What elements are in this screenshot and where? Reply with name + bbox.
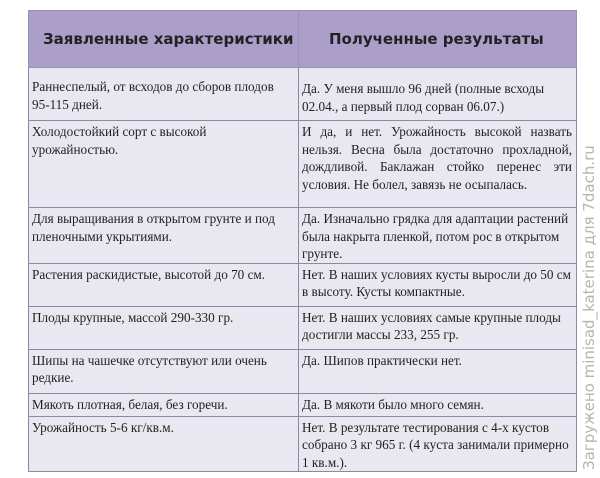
result-cell: Да. Шипов практически нет.	[299, 349, 577, 393]
table-row	[29, 349, 577, 393]
claimed-cell: Для выращивания в открытом грунте и под пленочными укрытиями.	[29, 208, 299, 264]
claimed-cell: Мякоть плотная, белая, без горечи.	[29, 393, 299, 416]
table-row	[29, 306, 577, 349]
result-cell: Да. У меня вышло 96 дней (полные всходы 02.04., а первый плод сорван 06.07.)	[299, 68, 577, 121]
result-cell: Нет. В наших условиях самые крупные плоды достигли массы 233, 255 гр.	[299, 306, 577, 349]
watermark: Загружено minisad_katerina для 7dach.ru	[580, 145, 598, 470]
table-header-row	[29, 11, 577, 68]
table-row	[29, 68, 577, 121]
header-results: Полученные результаты	[299, 11, 577, 68]
table-row	[29, 121, 577, 208]
header-claimed: Заявленные характеристики	[29, 11, 299, 68]
comparison-table	[28, 10, 577, 472]
claimed-cell: Плоды крупные, массой 290-330 гр.	[29, 306, 299, 349]
table-row	[29, 208, 577, 264]
result-cell: Нет. В наших условиях кусты выросли до 50 см в высоту. Кусты компактные.	[299, 263, 577, 306]
result-cell: Да. Изначально грядка для адаптации растений была накрыта пленкой, потом рос в открытом грунте.	[299, 208, 577, 264]
claimed-cell: Раннеспелый, от всходов до сборов плодов 95-115 дней.	[29, 68, 299, 121]
table-row	[29, 263, 577, 306]
result-cell: И да, и нет. Урожайность высокой назвать нельзя. Весна была достаточно прохладной, дождливой. Баклажан стойко перенес эти условия. Не болел, завязь не осыпалась.	[299, 121, 577, 208]
claimed-cell: Шипы на чашечке отсутствуют или очень редкие.	[29, 349, 299, 393]
claimed-cell: Урожайность 5-6 кг/кв.м.	[29, 416, 299, 472]
table-row	[29, 416, 577, 472]
claimed-cell: Холодостойкий сорт с высокой урожайностью.	[29, 121, 299, 208]
result-cell: Нет. В результате тестирования с 4-х кустов собрано 3 кг 965 г. (4 куста занимали примерно 1 кв.м.).	[299, 416, 577, 472]
result-cell: Да. В мякоти было много семян.	[299, 393, 577, 416]
claimed-cell: Растения раскидистые, высотой до 70 см.	[29, 263, 299, 306]
table-row	[29, 393, 577, 416]
